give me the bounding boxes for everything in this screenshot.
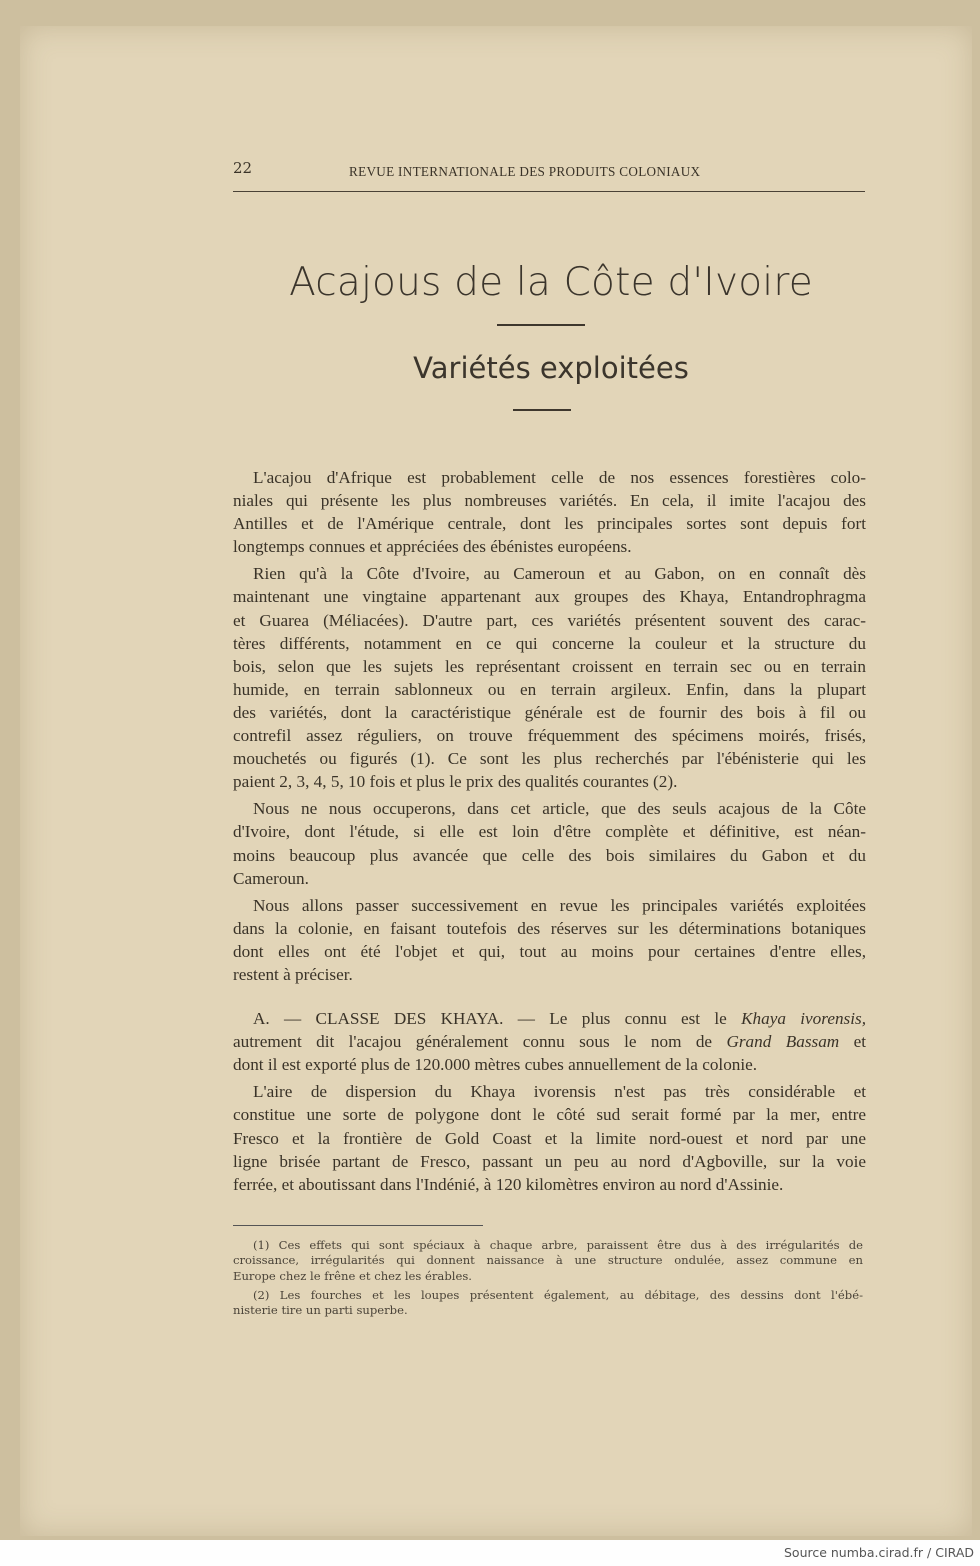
- text-line: [233, 535, 866, 558]
- text-line: [233, 1080, 866, 1103]
- text-line: [233, 867, 866, 890]
- text-line: [233, 562, 866, 585]
- text-line: [233, 844, 866, 867]
- text-segment: Antilles et de l'Amérique centrale, dont les principales sortes sont depuis fort: [233, 514, 866, 534]
- text-segment: bois, selon que les sujets les représentant croissent en terrain sec ou en terrain: [233, 656, 866, 676]
- text-segment: tères différents, notamment en ce qui concerne la couleur et la structure du: [233, 633, 866, 653]
- paragraph: [233, 1080, 866, 1195]
- paragraph: [233, 466, 866, 558]
- running-header: [233, 157, 865, 192]
- text-line: [233, 724, 866, 747]
- text-line: [233, 894, 866, 917]
- text-segment: Europe chez le frêne et chez les érables.: [233, 1268, 472, 1283]
- text-line: [233, 489, 866, 512]
- text-segment: ligne brisée partant de Fresco, passant un peu au nord d'Agboville, sur la voie: [233, 1151, 866, 1171]
- text-segment: Cameroun.: [233, 868, 309, 888]
- text-line: [233, 466, 866, 489]
- paragraph: [233, 797, 866, 889]
- text-segment: moins beaucoup plus avancée que celle des bois similaires du Gabon et du: [233, 845, 866, 865]
- title-divider: [497, 324, 585, 326]
- page-number: 22: [233, 159, 253, 177]
- text-segment: dont elles ont été l'objet et qui, tout au moins pour certaines d'entre elles,: [233, 941, 866, 961]
- text-line: [233, 1269, 863, 1284]
- text-line: [233, 1103, 866, 1126]
- subtitle-divider: [513, 409, 571, 411]
- article-title: Acajous de la Côte d'Ivoire: [289, 260, 813, 305]
- text-segment: croissance, irrégularités qui donnent naissance à une structure ondulée, assez commune en: [233, 1253, 863, 1268]
- text-line: [233, 1238, 863, 1253]
- text-line: [233, 655, 866, 678]
- text-line: [233, 585, 866, 608]
- text-segment: L'aire de dispersion du Khaya ivorensis n'est pas très considérable et: [253, 1082, 866, 1102]
- text-line: [233, 747, 866, 770]
- paragraph: [233, 1007, 866, 1076]
- text-segment: et Guarea (Méliacées). D'autre part, ces variétés présentent souvent des carac-: [233, 610, 866, 630]
- text-line: [233, 1253, 863, 1268]
- text-line: [233, 1053, 866, 1076]
- text-segment: mouchetés ou figurés (1). Ce sont les plus recherchés par l'ébénisterie qui les: [233, 749, 866, 769]
- text-line: [233, 1288, 863, 1303]
- text-segment: Nous allons passer successivement en revue les principales variétés exploitées: [253, 895, 866, 915]
- text-line: [233, 797, 866, 820]
- text-line: [233, 1173, 866, 1196]
- italic-text: Grand Bassam: [726, 1032, 840, 1052]
- text-segment: (2) Les fourches et les loupes présentent également, au débitage, des dessins dont l'ébé-: [253, 1287, 863, 1302]
- text-segment: contrefil assez réguliers, on trouve fréquemment des spécimens moirés, frisés,: [233, 726, 866, 746]
- article-subtitle: Variétés exploitées: [413, 351, 689, 385]
- paragraph: [233, 562, 866, 793]
- text-segment: niales qui présente les plus nombreuses variétés. En cela, il imite l'acajou des: [233, 491, 866, 511]
- footnote: [233, 1238, 863, 1284]
- text-segment: des variétés, dont la caractéristique générale est de fournir des bois à fil ou: [233, 702, 866, 722]
- text-line: [233, 1127, 866, 1150]
- text-line: [233, 820, 866, 843]
- text-segment: autrement dit l'acajou généralement connu sous le nom de: [233, 1032, 727, 1052]
- journal-title: REVUE INTERNATIONALE DES PRODUITS COLONIAUX: [349, 164, 701, 179]
- footnote: [233, 1288, 863, 1319]
- text-segment: constitue une sorte de polygone dont le côté sud serait formé par la mer, entre: [233, 1105, 866, 1125]
- text-segment: maintenant une vingtaine appartenant aux groupes des Khaya, Entandrophragma: [233, 587, 866, 607]
- text-segment: (1) Ces effets qui sont spéciaux à chaque arbre, paraissent être dus à des irrégularités de: [253, 1238, 863, 1252]
- text-segment: Rien qu'à la Côte d'Ivoire, au Cameroun et au Gabon, on en connaît dès: [253, 564, 866, 584]
- text-segment: Fresco et la frontière de Gold Coast et la limite nord-ouest et nord par une: [233, 1128, 866, 1148]
- text-line: [233, 1303, 863, 1318]
- text-line: [233, 678, 866, 701]
- text-segment: d'Ivoire, dont l'étude, si elle est loin d'être complète et définitive, est néan-: [233, 822, 866, 842]
- text-segment: L'acajou d'Afrique est probablement celle de nos essences forestières colo-: [253, 468, 866, 487]
- text-segment: dont il est exporté plus de 120.000 mètres cubes annuellement de la colonie.: [233, 1055, 758, 1075]
- text-line: [233, 632, 866, 655]
- text-line: [233, 963, 866, 986]
- text-line: [233, 1030, 866, 1053]
- text-segment: nisterie tire un parti superbe.: [233, 1303, 408, 1318]
- text-segment: A. — CLASSE DES KHAYA. — Le plus connu est le: [253, 1009, 742, 1029]
- text-segment: Nous ne nous occuperons, dans cet article, que des seuls acajous de la Côte: [253, 799, 866, 819]
- text-line: [233, 609, 866, 632]
- text-segment: restent à préciser.: [233, 964, 353, 984]
- text-segment: paient 2, 3, 4, 5, 10 fois et plus le prix des qualités courantes (2).: [233, 772, 678, 792]
- text-line: [233, 770, 866, 793]
- paragraph: [233, 894, 866, 986]
- text-segment: et: [839, 1032, 867, 1052]
- footnote-divider: [233, 1225, 483, 1226]
- text-line: [233, 1007, 866, 1030]
- text-segment: ferrée, et aboutissant dans l'Indénié, à 120 kilomètres environ au nord d'Assinie.: [233, 1174, 784, 1194]
- text-line: [233, 701, 866, 724]
- text-line: [233, 917, 866, 940]
- footnotes: [233, 1238, 863, 1322]
- text-segment: dans la colonie, en faisant toutefois des réserves sur les déterminations botaniques: [233, 918, 866, 938]
- text-segment: longtemps connues et appréciées des ébénistes européens.: [233, 537, 632, 557]
- text-line: [233, 940, 866, 963]
- article-body: [233, 466, 866, 1200]
- italic-text: Khaya ivorensis,: [741, 1009, 866, 1029]
- text-segment: humide, en terrain sablonneux ou en terrain argileux. Enfin, dans la plupart: [233, 679, 866, 699]
- source-credit: Source numba.cirad.fr / CIRAD: [783, 1545, 974, 1560]
- text-line: [233, 512, 866, 535]
- text-line: [233, 1150, 866, 1173]
